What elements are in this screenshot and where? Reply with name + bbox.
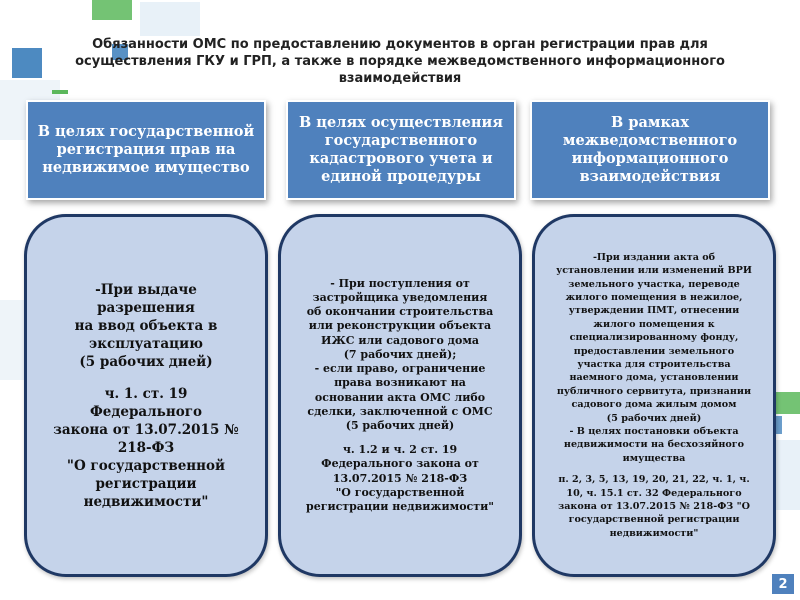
card-2-line-8: права возникают на (334, 376, 466, 390)
card-2-line-1: - При поступления от (330, 276, 470, 290)
header-2-line-4: единой процедуры (321, 168, 481, 185)
card-3-line-21: недвижимости" (609, 527, 699, 539)
card-cadastral-registration (278, 214, 522, 577)
header-registration-rights (26, 100, 266, 200)
header-3-line-4: взаимодействия (579, 168, 721, 185)
header-3-line-3: информационного (571, 150, 729, 167)
header-2-line-3: кадастрового учета и (309, 150, 493, 167)
card-3-line-2: установлении или изменений ВРИ (556, 265, 752, 277)
card-3-line-9: участка для строительства (577, 358, 731, 370)
card-2-line-7: - если право, ограничение (314, 362, 486, 376)
header-interagency-interaction (530, 100, 770, 200)
header-1-line-1: В целях государственной (37, 123, 255, 140)
header-3-line-2: межведомственного (562, 132, 738, 149)
card-3-line-3: земельного участка, переводе (568, 278, 740, 290)
header-cadastral-registration (286, 100, 516, 200)
card-1-line-7: 218-ФЗ (117, 439, 175, 456)
slide-title-line-1: Обязанности ОМС по предоставлению документов в орган регистрации прав для (92, 37, 708, 52)
slide-title-line-2: осуществления ГКУ и ГРП, а также в порядке межведомственного информационного (75, 54, 725, 69)
card-3-line-7: специализированному фонду, (569, 332, 739, 344)
card-3-line-20: государственной регистрации (568, 514, 740, 526)
slide-number: 2 (772, 574, 794, 594)
card-1-line-4: (5 рабочих дней) (79, 353, 213, 370)
card-3-line-5: утверждении ПМТ, отнесении (568, 305, 740, 317)
card-2-line-5: ИЖС или садового дома (320, 333, 480, 347)
card-2-line-11: (5 рабочих дней) (345, 418, 455, 432)
card-3-line-13: (5 рабочих дней) (606, 412, 702, 424)
decor-square-blue-large (12, 48, 42, 78)
card-3-line-11: публичного сервитута, признании (556, 385, 752, 397)
card-3-line-14: - В целях постановки объекта (569, 426, 739, 438)
header-2-line-2: государственного (324, 132, 478, 149)
card-2-line-9: основании акта ОМС либо (314, 390, 486, 404)
card-2-line-3: об окончании строительства (306, 305, 494, 319)
card-3-line-6: жилого помещения к (593, 318, 715, 330)
decor-square-pale-left (0, 300, 24, 380)
card-1-line-1: -При выдаче разрешения (95, 281, 197, 316)
header-2-line-1: В целях осуществления (299, 114, 503, 131)
card-2-line-12: ч. 1.2 и ч. 2 ст. 19 (342, 443, 458, 457)
card-3-line-12: садового дома жилым домом (571, 399, 737, 411)
card-3-line-16: имущества (622, 452, 686, 464)
slide-title-line-3: взаимодействия (338, 71, 462, 86)
card-2-line-14: 13.07.2015 № 218-ФЗ (332, 471, 468, 485)
card-interagency-interaction (532, 214, 776, 577)
card-3-line-10: наемного дома, установлении (569, 372, 739, 384)
decor-square-green-top (92, 0, 132, 20)
card-1-line-5: ч. 1. ст. 19 Федерального (89, 385, 202, 420)
card-2-line-2: застройщика уведомления (312, 291, 488, 305)
header-1-line-2: регистрация прав на (56, 141, 236, 158)
card-3-line-17: п. 2, 3, 5, 13, 19, 20, 21, 22, ч. 1, ч. (558, 474, 750, 486)
card-2-line-13: Федерального закона от (321, 457, 479, 471)
decor-square-pale-1 (140, 2, 200, 36)
card-1-line-8: "О государственной (66, 457, 226, 474)
card-3-line-4: жилого помещения в нежилое, (565, 291, 743, 303)
header-1-line-3: недвижимое имущество (42, 159, 250, 176)
card-2-line-15: "О государственной (335, 485, 465, 499)
card-3-line-1: -При издании акта об (592, 251, 716, 263)
card-2-line-10: сделки, заключенной с ОМС (307, 404, 493, 418)
card-2-line-6: (7 рабочих дней); (343, 347, 457, 361)
card-3-line-8: предоставлении земельного (573, 345, 735, 357)
card-registration-rights (24, 214, 268, 577)
card-1-line-9: регистрации (95, 475, 197, 492)
slide-title (40, 36, 760, 87)
decor-square-green-small (52, 90, 68, 94)
card-1-line-2: на ввод объекта в (74, 317, 218, 334)
card-2-line-16: регистрации недвижимости" (306, 499, 494, 513)
card-1-line-6: закона от 13.07.2015 № (53, 421, 239, 438)
card-1-line-10: недвижимости" (83, 493, 209, 510)
header-3-line-1: В рамках (611, 114, 689, 131)
card-3-line-19: закона от 13.07.2015 № 218-ФЗ "О (558, 501, 750, 513)
card-3-line-15: недвижимости на бесхозяйного (563, 439, 745, 451)
card-1-line-3: эксплуатацию (89, 335, 203, 352)
card-2-line-4: или реконструкции объекта (308, 319, 492, 333)
card-3-line-18: 10, ч. 15.1 ст. 32 Федерального (566, 487, 742, 499)
